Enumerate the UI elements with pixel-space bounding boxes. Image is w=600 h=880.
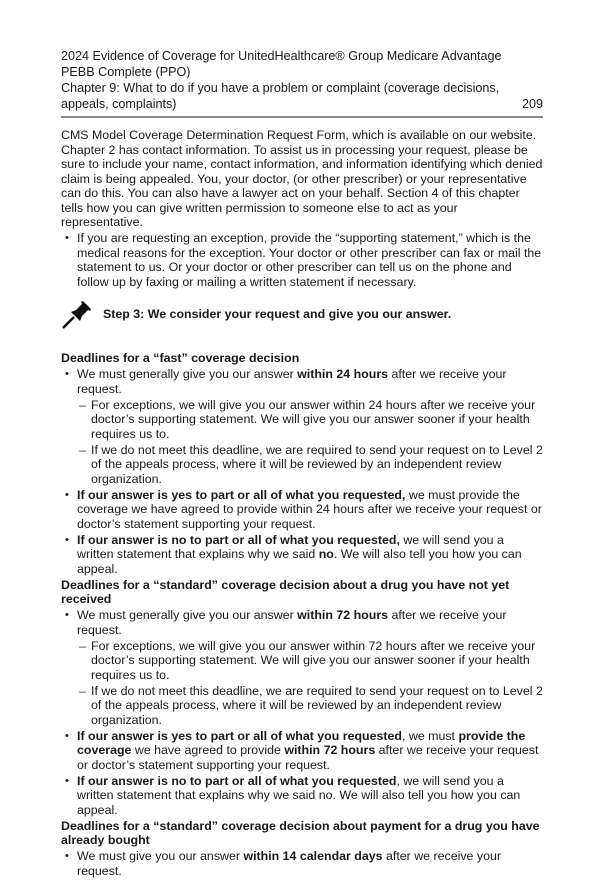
fast-deadlines-section: [61, 351, 543, 878]
page-number: 209: [521, 97, 543, 111]
bold-text: within 14 calendar days: [243, 849, 383, 863]
text: we must provide the coverage we have agreed to provide within 24 hours after we receive your request or doctor’s statement supporting your request.: [77, 487, 542, 531]
bold-text: If our answer is yes to part or all of what you requested: [77, 728, 402, 743]
sub-list-item: – For exceptions, we will give you our answer within 72 hours after we receive your doctor’s supporting statement. We will give you our answer sooner if your health requires us to.: [61, 639, 543, 683]
text: after we receive your request or doctor’s statement supporting your request.: [77, 743, 539, 772]
text: we have agreed to provide: [131, 743, 285, 757]
intro-paragraph: CMS Model Coverage Determination Request Form, which is available on our website. Chapter 2 has contact information. To assist us in processing your request, please be sure to include your name, contact information, and information identifying which denied claim is being appealed. You, your doctor, (or other prescriber) or your representative can do this. You can also have a lawyer act on your behalf. Section 4 of this chapter tells how you can give written permission to someone else to act as your representative.: [61, 128, 543, 229]
intro-section: [61, 128, 543, 289]
page-content: [61, 48, 543, 880]
fast-heading: Deadlines for a “fast” coverage decision: [61, 351, 300, 365]
text: we will send you a written statement that explains why we said: [77, 532, 504, 561]
supporting-statement-bullet: • If you are requesting an exception, provide the “supporting statement,” which is the medical reasons for the exception. Your doctor or other prescriber can fax or mail the statement to us. Or your doctor or other prescriber can tell us on the phone and follow up by faxing or mailing a written statement if necessary.: [61, 231, 543, 289]
text: We must generally give you our answer: [77, 367, 298, 381]
bold-text: within 24 hours: [297, 367, 389, 381]
sub-list-item: – If we do not meet this deadline, we are required to send your request on to Level 2 of the appeals process, where it will be reviewed by an independent review organization.: [61, 684, 543, 728]
header-divider: [61, 116, 543, 118]
sub-list-item: – If we do not meet this deadline, we are required to send your request on to Level 2 of the appeals process, where it will be reviewed by an independent review organization.: [61, 443, 543, 487]
bold-text: within 72 hours: [284, 743, 376, 757]
list-item: [61, 729, 543, 773]
payment-heading: Deadlines for a “standard” coverage decision about payment for a drug you have already bought: [61, 818, 540, 847]
text: after we receive your request.: [77, 367, 507, 396]
text: after we receive your request.: [77, 608, 507, 637]
list-item: [61, 367, 543, 396]
bold-text: If our answer is yes to part or all of what you requested,: [77, 487, 406, 502]
list-item: [61, 533, 543, 577]
bold-text: provide the coverage: [77, 728, 526, 757]
text: . We will also tell you how you can appeal.: [77, 547, 522, 576]
sub-list-item: – For exceptions, we will give you our answer within 24 hours after we receive your doctor’s supporting statement. We will give you our answer sooner if your health requires us to.: [61, 398, 543, 442]
bold-text: no: [318, 547, 334, 561]
standard-heading: Deadlines for a “standard” coverage decision about a drug you have not yet received: [61, 577, 510, 606]
pushpin-icon: [61, 299, 93, 329]
text: , we will send you a written statement that explains why we said no. We will also tell you how you can appeal.: [77, 773, 521, 817]
chapter-title: Chapter 9: What to do if you have a problem or complaint (coverage decisions, appeals, complaints): [61, 81, 500, 111]
step-3-callout: [61, 299, 543, 329]
page-header: [61, 48, 543, 112]
text: after we receive your request.: [77, 849, 501, 878]
list-item: [61, 488, 543, 532]
text: We must generally give you our answer: [77, 608, 298, 622]
list-item: [61, 608, 543, 637]
step-3-label: Step 3: We consider your request and give you our answer.: [103, 307, 452, 321]
list-item: [61, 774, 543, 818]
header-titles: [61, 48, 506, 112]
bold-text: If our answer is no to part or all of what you requested,: [77, 532, 400, 547]
text: , we must: [401, 728, 459, 743]
bold-text: within 72 hours: [297, 608, 389, 622]
text: We must give you our answer: [77, 849, 244, 863]
list-item: [61, 849, 543, 878]
bold-text: If our answer is no to part or all of what you requested: [77, 773, 397, 788]
document-title: 2024 Evidence of Coverage for UnitedHealthcare® Group Medicare Advantage PEBB Complete (PPO): [61, 49, 502, 79]
